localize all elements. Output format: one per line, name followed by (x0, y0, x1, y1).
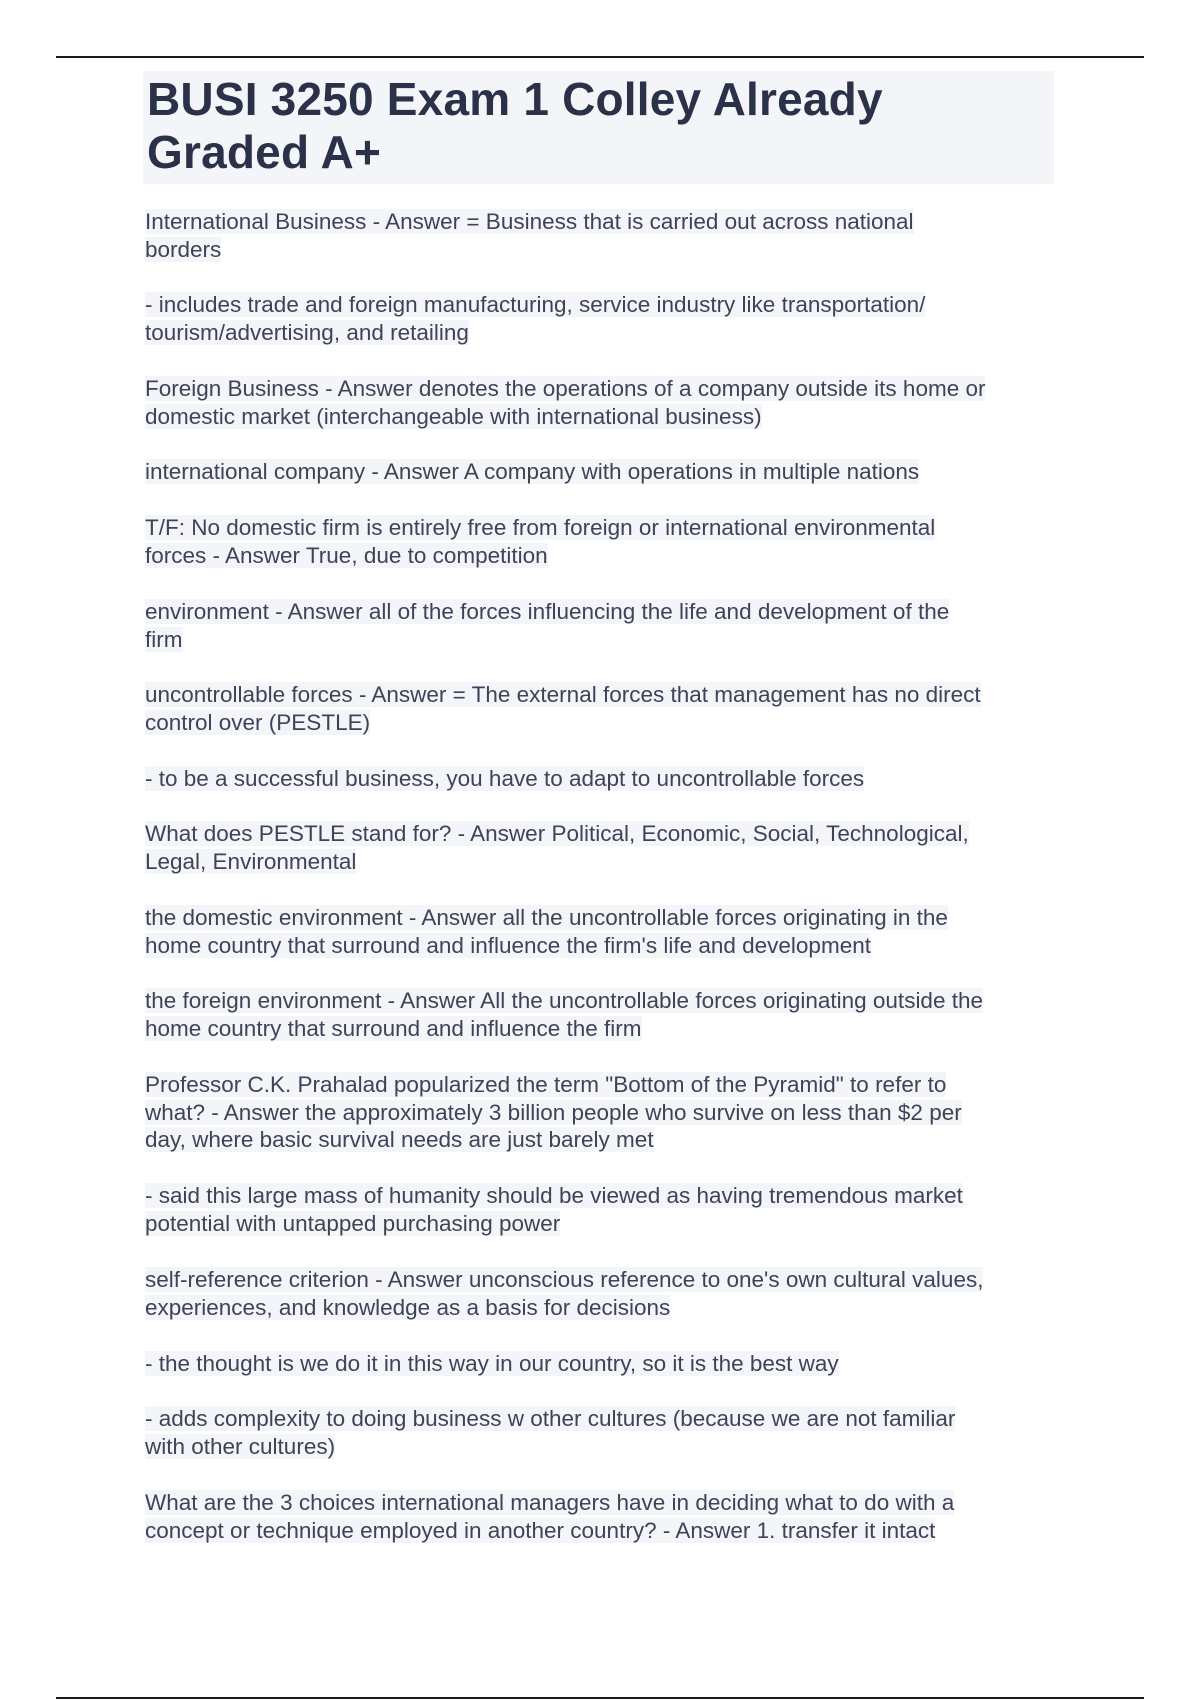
entry-line: home country that surround and influence the firm's life and development (145, 932, 871, 958)
entry-line: day, where basic survival needs are just barely met (145, 1127, 654, 1152)
entry-domestic-environment (145, 904, 948, 959)
entry-line: - to be a successful business, you have to adapt to uncontrollable forces (145, 766, 865, 791)
entry-line: with other cultures) (145, 1433, 336, 1459)
entry-line: what? - Answer the approximately 3 billion people who survive on less than $2 per (145, 1099, 962, 1125)
entry-complexity (145, 1405, 955, 1460)
entry-foreign-environment (145, 987, 983, 1042)
entry-line: potential with untapped purchasing power (145, 1210, 561, 1236)
entry-line: tourism/advertising, and retailing (145, 319, 469, 345)
page-title: BUSI 3250 Exam 1 Colley Already Graded A+ (147, 73, 883, 178)
entry-line: self-reference criterion - Answer unconscious reference to one's own cultural values, (145, 1267, 984, 1292)
entry-line: home country that surround and influence the firm (145, 1015, 642, 1041)
entry-line: Foreign Business - Answer denotes the operations of a company outside its home or (145, 376, 986, 401)
entry-line: the domestic environment - Answer all the uncontrollable forces originating in the (145, 905, 948, 930)
entry-international-company (145, 458, 919, 486)
entry-true-false (145, 514, 935, 569)
entry-line: T/F: No domestic firm is entirely free from foreign or international environmental (145, 515, 936, 540)
entry-line: environment - Answer all of the forces influencing the life and development of the (145, 599, 950, 624)
entry-environment (145, 598, 949, 653)
entry-line: - said this large mass of humanity should be viewed as having tremendous market (145, 1183, 963, 1208)
title-block (143, 71, 1054, 184)
entry-line: international company - Answer A company with operations in multiple nations (145, 459, 920, 484)
entry-includes-trade (145, 291, 925, 346)
top-rule (56, 56, 1144, 58)
entry-international-business (145, 208, 914, 263)
entry-line: Professor C.K. Prahalad popularized the term "Bottom of the Pyramid" to refer to (145, 1072, 947, 1097)
entry-line: domestic market (interchangeable with international business) (145, 403, 762, 429)
entry-line: forces - Answer True, due to competition (145, 542, 548, 568)
entry-adapt (145, 765, 864, 793)
entry-line: - includes trade and foreign manufacturing, service industry like transportation/ (145, 292, 926, 317)
entry-foreign-business (145, 375, 985, 430)
entry-pestle (145, 820, 969, 875)
entry-line: - the thought is we do it in this way in our country, so it is the best way (145, 1351, 839, 1376)
entry-line: experiences, and knowledge as a basis for decisions (145, 1294, 671, 1320)
entry-line: concept or technique employed in another country? - Answer 1. transfer it intact (145, 1517, 936, 1543)
entry-best-way (145, 1350, 839, 1378)
entry-line: What are the 3 choices international managers have in deciding what to do with a (145, 1490, 955, 1515)
entry-market-potential (145, 1182, 963, 1237)
entry-uncontrollable-forces (145, 681, 981, 736)
entry-line: control over (PESTLE) (145, 709, 371, 735)
entry-line: International Business - Answer = Business that is carried out across national (145, 209, 914, 234)
entry-self-reference-criterion (145, 1266, 983, 1321)
entry-line: What does PESTLE stand for? - Answer Political, Economic, Social, Technological, (145, 821, 969, 846)
entry-three-choices (145, 1489, 954, 1544)
entry-line: - adds complexity to doing business w other cultures (because we are not familiar (145, 1406, 956, 1431)
bottom-rule (56, 1697, 1144, 1699)
entry-line: borders (145, 236, 222, 262)
entry-bottom-of-pyramid (145, 1071, 962, 1154)
entry-line: firm (145, 626, 183, 652)
entry-line: the foreign environment - Answer All the uncontrollable forces originating outside the (145, 988, 983, 1013)
entry-line: Legal, Environmental (145, 848, 357, 874)
entry-line: uncontrollable forces - Answer = The external forces that management has no direct (145, 682, 981, 707)
